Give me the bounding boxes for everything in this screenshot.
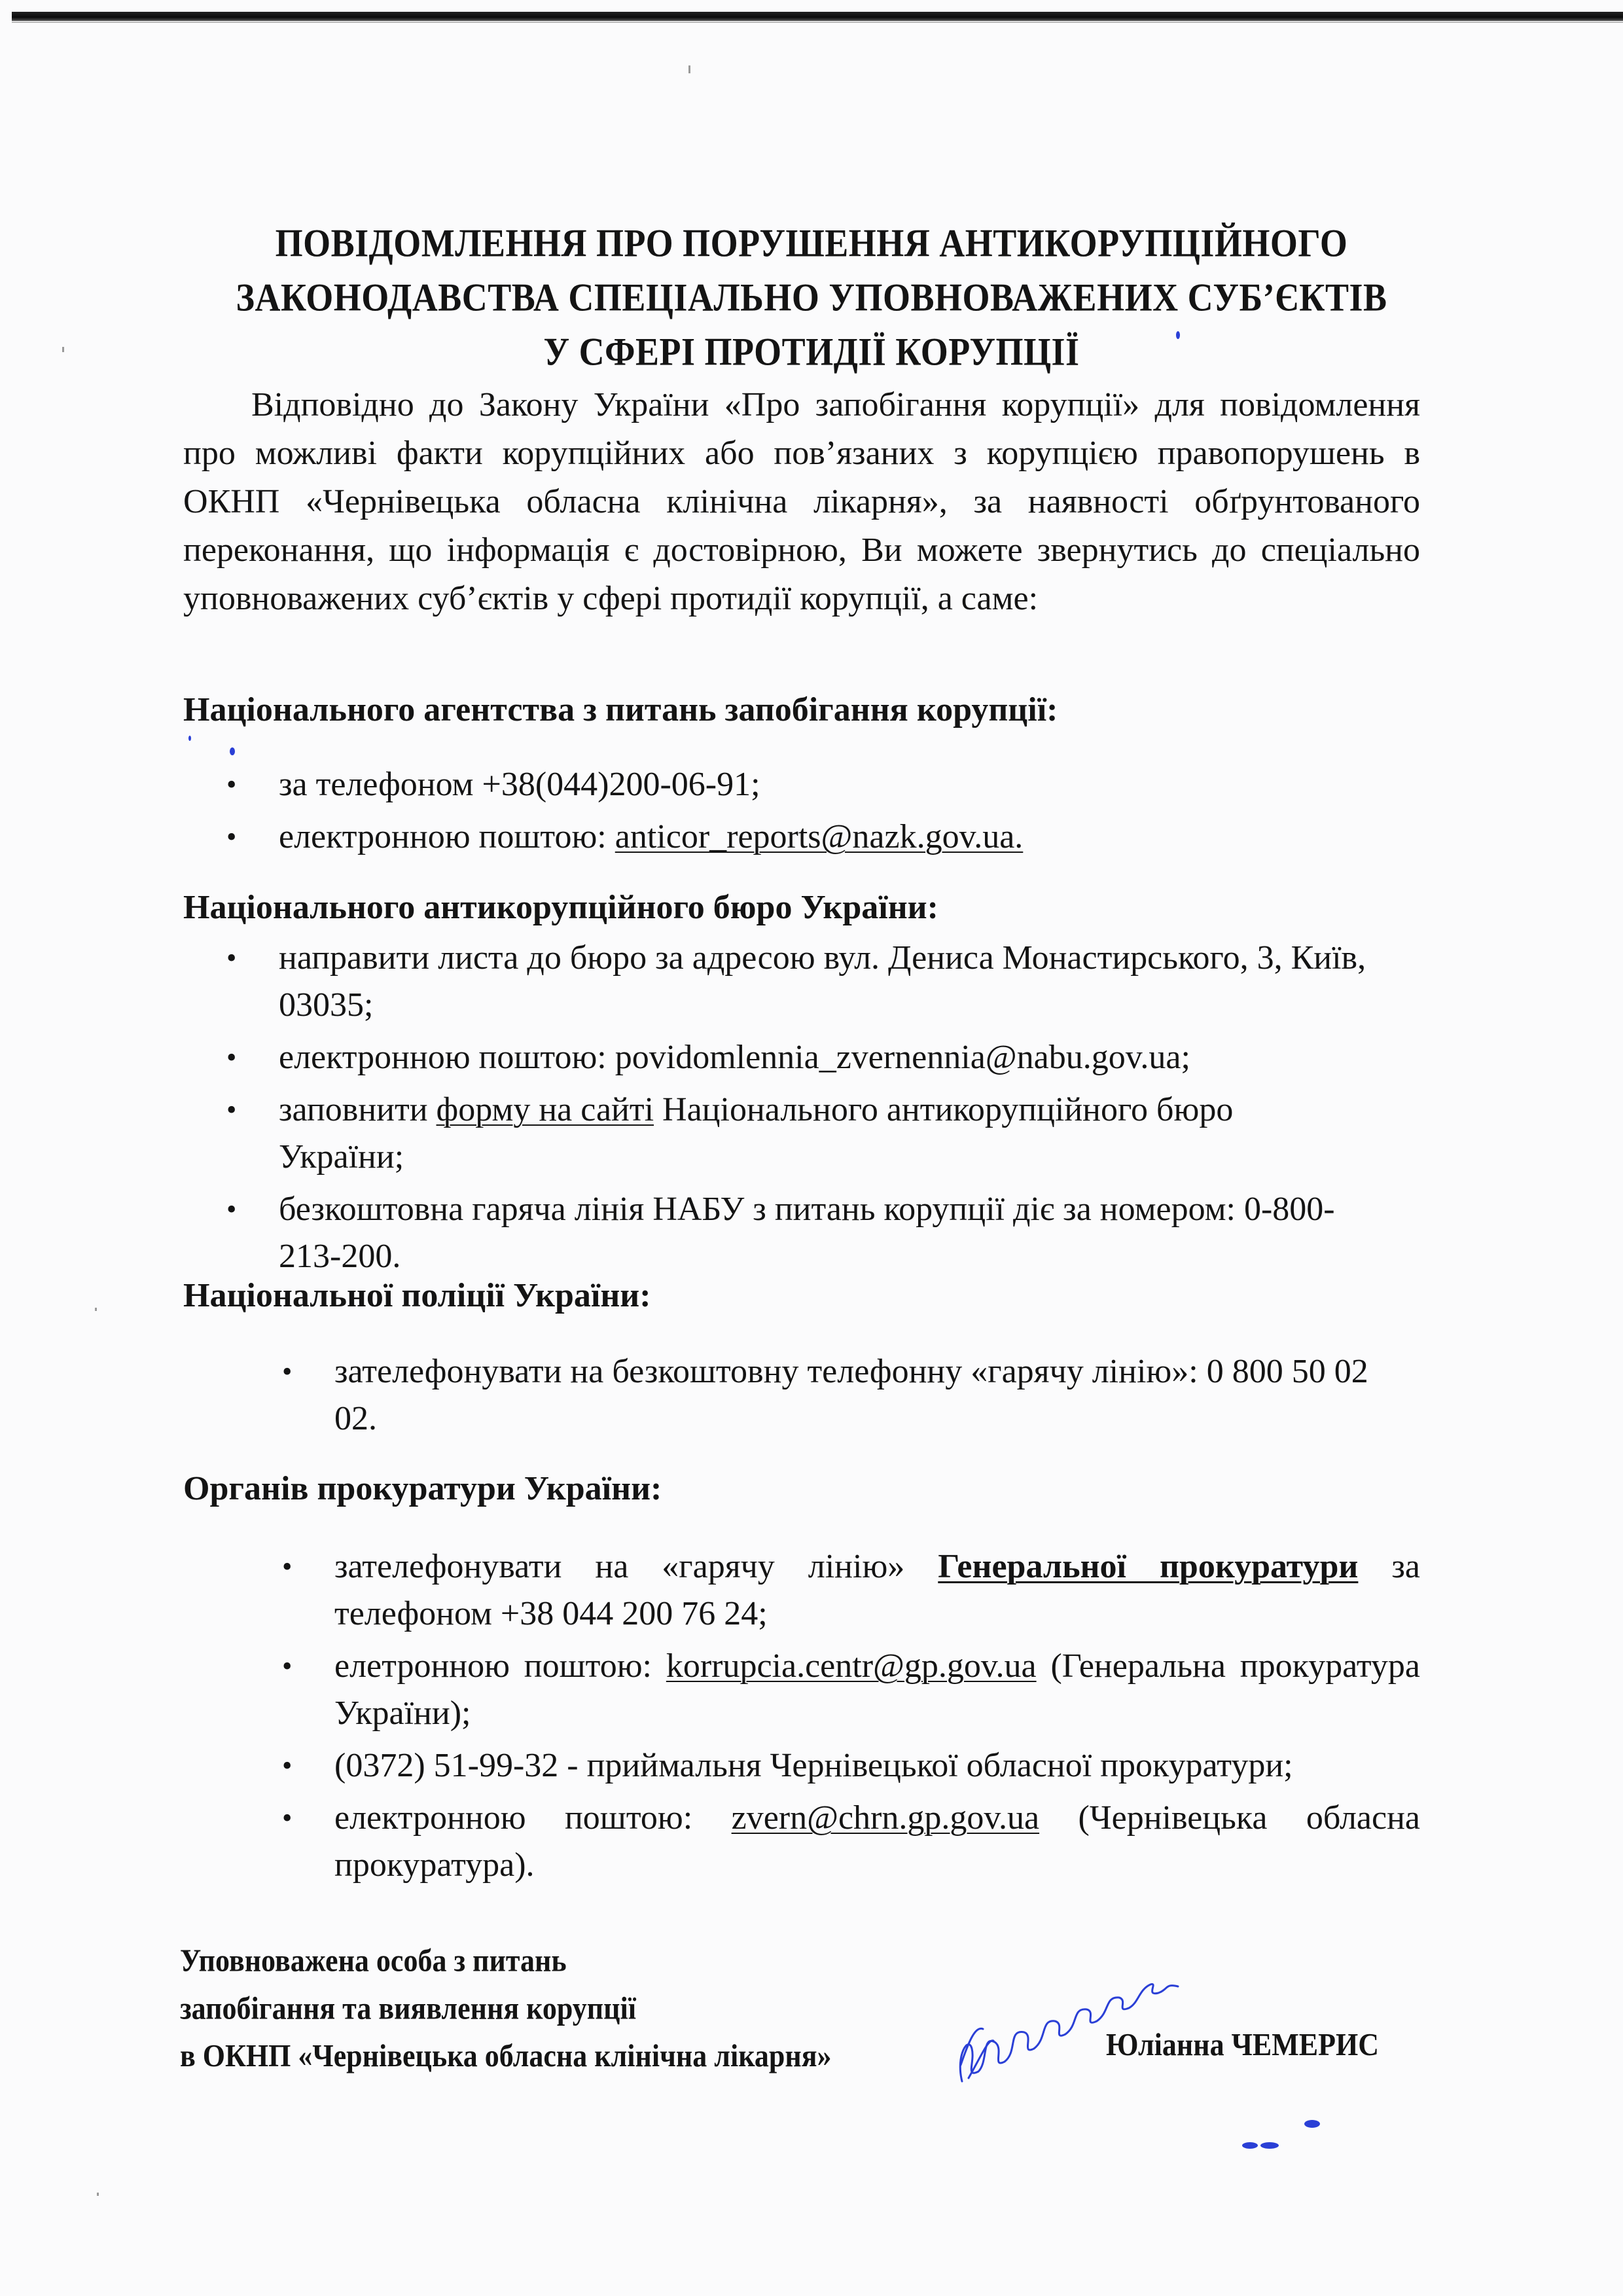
item-text: електронною поштою: [279,818,615,855]
item-text: за телефоном +38 044 200 76 24; [334,1548,1420,1632]
bullet-icon: • [226,942,237,974]
intro-paragraph [183,381,1420,623]
item-text: заповнити [279,1091,437,1128]
item-text: елетронною поштою: [334,1647,666,1685]
item-text: (0372) 51-99-32 - приймальня Чернівецької обласної прокуратури; [334,1747,1293,1784]
item-text: зателефонувати на безкоштовну телефонну «гарячу лінію»: 0 800 50 02 02. [334,1353,1368,1437]
bullet-icon: • [282,1749,293,1782]
bullet-icon: • [282,1551,293,1583]
nabu-contact-list [223,935,1420,1285]
list-item [223,1086,1420,1181]
item-text: за телефоном +38(044)200-06-91; [279,766,760,803]
title-line-2: ЗАКОНОДАВСТВА СПЕЦІАЛЬНО УПОВНОВАЖЕНИХ СУБ’ЄКТІВ [236,275,1387,319]
scan-edge-shadow [12,12,1623,21]
general-prosecutor-link[interactable]: Генеральної прокуратури [938,1548,1359,1585]
item-text: зателефонувати на «гарячу лінію» [334,1548,938,1585]
list-item [223,1034,1420,1081]
bullet-icon: • [226,768,237,800]
prosecutors-contact-list [278,1543,1420,1894]
section-heading-prosecutors: Органів прокуратури України: [183,1470,662,1507]
signatory-line-2: запобігання та виявлення корупції [180,1990,636,2026]
bullet-icon: • [282,1650,293,1682]
list-item [278,1742,1420,1789]
signatory-line-3: в ОКНП «Чернівецька обласна клінічна лікарня» [180,2038,832,2073]
list-item [223,814,1420,861]
list-item [223,1186,1420,1280]
gp-email-link[interactable]: korrupcia.centr@gp.gov.ua [666,1647,1037,1685]
item-text: Національного антикорупційного бюро України; [279,1091,1234,1175]
section-heading-nabu: Національного антикорупційного бюро України: [183,889,938,926]
signatory-line-1: Уповноважена особа з питань [180,1943,567,1979]
bullet-icon: • [226,1193,237,1225]
item-text: електронною поштою: povidomlennia_zvernennia@nabu.gov.ua; [279,1039,1190,1076]
list-item [223,761,1420,808]
bullet-icon: • [282,1802,293,1834]
intro-text: Відповідно до Закону України «Про запобігання корупції» для повідомлення про можливі факти корупційних або пов’язаних з корупцією правопорушень в ОКНП «Чернівецька обласна клінічна лікарня», за наявності обґрунтованого переконання, що інформація є достовірною, Ви можете звернутись до спеціально уповноважених суб’єктів у сфері протидії корупції, а саме: [183,386,1420,617]
bullet-icon: • [226,1041,237,1073]
regional-prosecutor-email-link[interactable]: zvern@chrn.gp.gov.ua [731,1799,1040,1837]
nabu-form-link[interactable]: форму на сайті [436,1091,654,1128]
list-item [278,1348,1420,1443]
police-contact-list [278,1348,1420,1448]
section-heading-nazk: Національного агентства з питань запобігання корупції: [183,691,1058,728]
item-text: електронною поштою: [334,1799,732,1837]
signatory-name: Юліанна ЧЕМЕРИС [1106,2027,1379,2062]
title-line-3: У СФЕРІ ПРОТИДІЇ КОРУПЦІЇ [543,329,1080,374]
item-text: (Чернівецька обласна прокуратура). [334,1799,1420,1884]
title-line-1: ПОВІДОМЛЕННЯ ПРО ПОРУШЕННЯ АНТИКОРУПЦІЙНОГО [275,221,1348,266]
item-text: (Генеральна прокуратура України); [334,1647,1420,1732]
handwritten-signature [942,1957,1217,2088]
bullet-icon: • [226,821,237,853]
list-item [278,1643,1420,1737]
bullet-icon: • [226,1094,237,1126]
signatory-position [180,1937,832,2080]
signature-stroke [961,2028,993,2078]
bullet-icon: • [282,1355,293,1388]
item-text: безкоштовна гаряча лінія НАБУ з питань корупції діє за номером: 0-800-213-200. [279,1191,1335,1275]
item-text: направити листа до бюро за адресою вул. Дениса Монастирського, 3, Київ, 03035; [279,939,1366,1024]
scan-edge-line [12,22,1623,23]
list-item [223,935,1420,1029]
list-item [278,1543,1420,1638]
list-item [278,1795,1420,1889]
section-heading-police: Національної поліції України: [183,1277,651,1314]
nazk-contact-list [223,761,1420,866]
nazk-email-link[interactable]: anticor_reports@nazk.gov.ua. [615,818,1024,855]
document-title [0,216,1623,379]
